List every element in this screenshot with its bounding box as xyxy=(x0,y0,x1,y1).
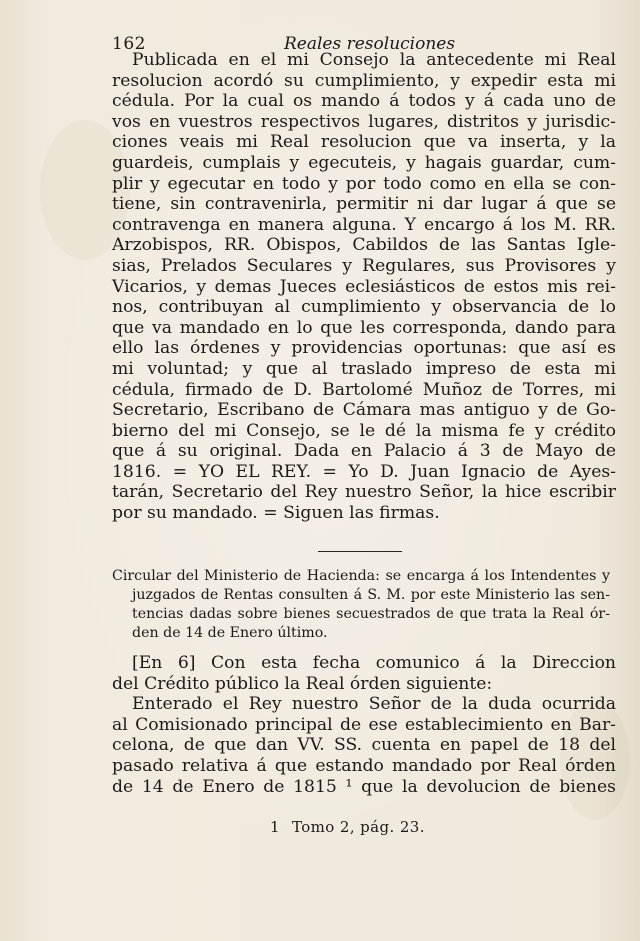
text-line: guardeis, cumplais y egecuteis, y hagais guardar, cum- xyxy=(112,152,616,173)
text-line: Enterado el Rey nuestro Señor de la duda ocurrida xyxy=(132,694,616,715)
summary-line: tencias dadas sobre bienes secuestrados de que trata la Real ór- xyxy=(132,606,610,622)
text-line: Publicada en el mi Consejo la antecedente mi Real xyxy=(132,50,616,70)
circular-summary xyxy=(112,567,610,643)
summary-line: juzgados de Rentas consulten á S. M. por este Ministerio las sen- xyxy=(132,587,610,603)
page-number: 162 xyxy=(112,34,146,54)
text-line: nos, contribuyan al cumplimiento y observancia de lo xyxy=(112,297,616,318)
text-line: contravenga en manera alguna. Y encargo á los M. RR. xyxy=(112,214,616,235)
second-paragraph xyxy=(112,653,616,797)
text-line: de 14 de Enero de 1815 ¹ que la devolucion de bienes xyxy=(112,776,616,797)
footnote xyxy=(270,818,425,836)
section-divider xyxy=(318,551,402,552)
summary-line: den de 14 de Enero último. xyxy=(132,625,328,641)
running-title: Reales resoluciones xyxy=(284,34,456,54)
text-line: resolucion acordó su cumplimiento, y expedir esta mi xyxy=(112,70,616,91)
main-paragraph xyxy=(112,50,616,524)
text-line: vos en vuestros respectivos lugares, distritos y jurisdic- xyxy=(112,111,616,132)
text-line: que á su original. Dada en Palacio á 3 de Mayo de xyxy=(112,441,616,462)
text-line: Vicarios, y demas Jueces eclesiásticos de estos mis rei- xyxy=(112,276,616,297)
text-line: cédula, firmado de D. Bartolomé Muñoz de Torres, mi xyxy=(112,379,616,400)
text-line: por su mandado. = Siguen las firmas. xyxy=(112,503,440,524)
summary-line: Circular del Ministerio de Hacienda: se encarga á los Intendentes y xyxy=(112,568,610,584)
text-line: ciones veais mi Real resolucion que va inserta, y la xyxy=(112,132,616,153)
text-line: Secretario, Escribano de Cámara mas antiguo y de Go- xyxy=(112,400,616,421)
text-line: cédula. Por la cual os mando á todos y á cada uno de xyxy=(112,91,616,112)
text-line: mi voluntad; y que al traslado impreso de esta mi xyxy=(112,358,616,379)
text-line: celona, de que dan VV. SS. cuenta en papel de 18 del xyxy=(112,735,616,756)
text-line: Arzobispos, RR. Obispos, Cabildos de las Santas Igle- xyxy=(112,235,616,256)
text-line: al Comisionado principal de ese establecimiento en Bar- xyxy=(112,714,616,735)
text-line: pasado relativa á que estando mandado por Real órden xyxy=(112,755,616,776)
text-line: que va mandado en lo que les corresponda, dando para xyxy=(112,317,616,338)
text-line: bierno del mi Consejo, se le dé la misma fe y crédito xyxy=(112,420,616,441)
text-line: ello las órdenes y providencias oportunas: que así es xyxy=(112,338,616,359)
text-line: 1816. = YO EL REY. = Yo D. Juan Ignacio de Ayes- xyxy=(112,461,616,482)
text-line: tarán, Secretario del Rey nuestro Señor, la hice escribir xyxy=(112,482,616,503)
text-line: tiene, sin contravenirla, permitir ni dar lugar á que se xyxy=(112,194,616,215)
text-line: plir y egecutar en todo y por todo como en ella se con- xyxy=(112,173,616,194)
footnote-text: Tomo 2, pág. 23. xyxy=(292,818,425,836)
text-line: sias, Prelados Seculares y Regulares, sus Provisores y xyxy=(112,255,616,276)
text-line: [En 6] Con esta fecha comunico á la Direccion xyxy=(132,653,616,673)
text-line: del Crédito público la Real órden siguiente: xyxy=(112,673,493,694)
footnote-mark: 1 xyxy=(270,818,280,836)
